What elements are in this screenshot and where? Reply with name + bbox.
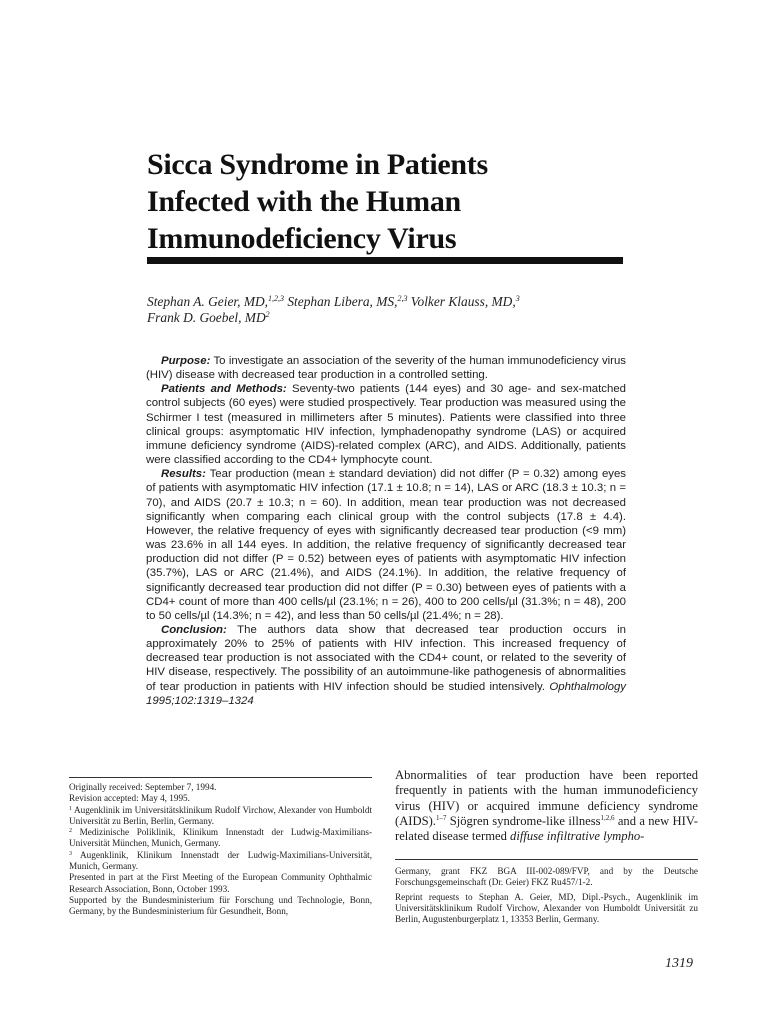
section-text: The authors data show that decreased tear production occurs in approximately 20% to 25% of patients with HIV infection. This increased frequency of decreased tear production is not associated with the CD4+ count, or related to the severity of HIV disease, respectively. The possibility of an autoimmune-like pathogenesis of abnormalities of tear production in patients with HIV infection should be studied intensively. xyxy=(146,623,626,693)
footnotes-right xyxy=(395,866,698,928)
title-line: Infected with the Human xyxy=(147,185,461,218)
footnotes-left xyxy=(69,782,372,918)
page-number: 1319 xyxy=(665,956,693,971)
title-line: Sicca Syndrome in Patients xyxy=(147,148,488,181)
body-text: Abnormalities of tear production have been reported frequently in patients with the human immunodeficiency virus (HIV) or acquired immune deficiency syndrome (AIDS).$^{1-7}$ Sjögren syndrome-like illness$^{1,2,6}$ and a new HIV-related disease termed diffuse infiltrative lympho- xyxy=(395,768,698,844)
author-line xyxy=(147,294,627,310)
reference-mark: 1,2,6 xyxy=(600,813,615,822)
section-text: Seventy-two patients (144 eyes) and 30 age- and sex-matched control subjects (60 eyes) were studied prospectively. Tear production was measured using the Schirmer I test (measured in millimeters after 5 minutes). Patients were classified into three clinical groups: asymptomatic HIV infection, lymphadenopathy syndrome (LAS) or acquired immune deficiency syndrome (AIDS)-related complex (ARC), and AIDS. Additionally, patients were classified according to the CD4+ lymphocyte count. xyxy=(146,383,627,467)
title-line: Immunodeficiency Virus xyxy=(147,222,457,255)
affiliation-mark: 2 xyxy=(265,310,270,319)
affiliation-note: $^1$ Augenklinik im Universitätsklinikum Rudolf Virchow, Alexander von Humboldt Universität zu Berlin, Berlin, Germany. xyxy=(69,804,372,826)
accepted-date: Revision accepted: May 4, 1995. xyxy=(69,793,190,804)
support-note-continued: Germany, grant FKZ BGA III-002-089/FVP, and by the Deutsche Forschungsgemeinschaft (Dr. Geier) FKZ Ru457/1-2. xyxy=(395,866,698,888)
footnote-divider xyxy=(69,777,372,778)
author-name: Frank D. Goebel, MD xyxy=(147,310,266,325)
author-name: Stephan A. Geier, MD, xyxy=(147,294,268,309)
section-label: Purpose: xyxy=(161,355,211,367)
affiliation-note: $^3$ Augenklinik, Klinikum Innenstadt der Ludwig-Maximilians-Universität, Munich, Germany. xyxy=(69,849,372,872)
abstract-methods xyxy=(146,382,626,467)
article-title xyxy=(147,146,617,257)
abstract xyxy=(146,354,626,708)
presented-note: Presented in part at the First Meeting of the European Community Ophthalmic Research Association, Bonn, October 1993. xyxy=(69,872,372,894)
section-text: To investigate an association of the severity of the human immunodeficiency virus (HIV) disease with decreased tear production in a controlled setting. xyxy=(146,355,626,382)
abstract-conclusion xyxy=(146,623,626,708)
author-list xyxy=(147,294,627,326)
reference-mark: 1–7 xyxy=(435,813,447,822)
reprint-request: Reprint requests to Stephan A. Geier, MD, Dipl.-Psych., Augenklinik im Universitätsklinikum Rudolf Virchow, Alexander von Humboldt Universität zu Berlin, Augustenburgerplatz 1, 13353 Berlin, Germany. xyxy=(395,891,698,925)
journal-citation: Ophthalmology 1995;102:1319–1324 xyxy=(146,680,626,707)
abstract-purpose xyxy=(146,354,626,382)
affiliation-mark: 2,3 xyxy=(397,294,408,303)
received-date: Originally received: September 7, 1994. xyxy=(69,782,217,792)
affiliation-mark: 3 xyxy=(515,294,520,303)
section-label: Conclusion: xyxy=(161,623,227,636)
support-note: Supported by the Bundesministerium für Forschung und Technologie, Bonn, Germany, by the Bundesministerium für Gesundheit, Bonn, xyxy=(69,894,372,917)
author-line xyxy=(147,310,627,326)
section-label: Patients and Methods: xyxy=(161,383,287,396)
author-name: Stephan Libera, MS, xyxy=(284,294,398,309)
abstract-results xyxy=(146,467,626,623)
author-name: Volker Klauss, MD, xyxy=(407,294,516,309)
footnote-divider xyxy=(395,859,698,860)
title-rule xyxy=(147,257,623,264)
affiliation-mark: 1,2,3 xyxy=(268,294,284,303)
section-text: Tear production (mean ± standard deviation) did not differ (P = 0.32) among eyes of patients with asymptomatic HIV infection (17.1 ± 10.8; n = 14), LAS or ARC (18.3 ± 10.3; n = 70), and AIDS (20.7 ± 10.3; n = 60). In addition, mean tear production was not decreased significantly when comparing each clinical group with the control subjects (17.8 ± 4.4). However, the relative frequency of eyes with significantly decreased tear production (<9 mm) was 23.6% in all 144 eyes. In addition, the relative frequency of significantly decreased tear production did not differ (P = 0.52) between eyes of patients with asymptomatic HIV infection (35.7%), LAS or ARC (21.4%), and AIDS (24.1%). In addition, the relative frequency of significantly decreased tear production did not differ (P = 0.30) between eyes of patients with a CD4+ count of more than 400 cells/µl (23.1%; n = 26), 400 to 200 cells/µl (31.3%; n = 48), 200 to 50 cells/µl (14.3%; n = 42), and less than 50 cells/µl (21.4%; n = 28). xyxy=(146,468,626,622)
section-label: Results: xyxy=(161,468,206,481)
affiliation-note: $^2$ Medizinische Poliklinik, Klinikum Innenstadt der Ludwig-Maximilians-Universität München, Munich, Germany. xyxy=(69,827,372,849)
